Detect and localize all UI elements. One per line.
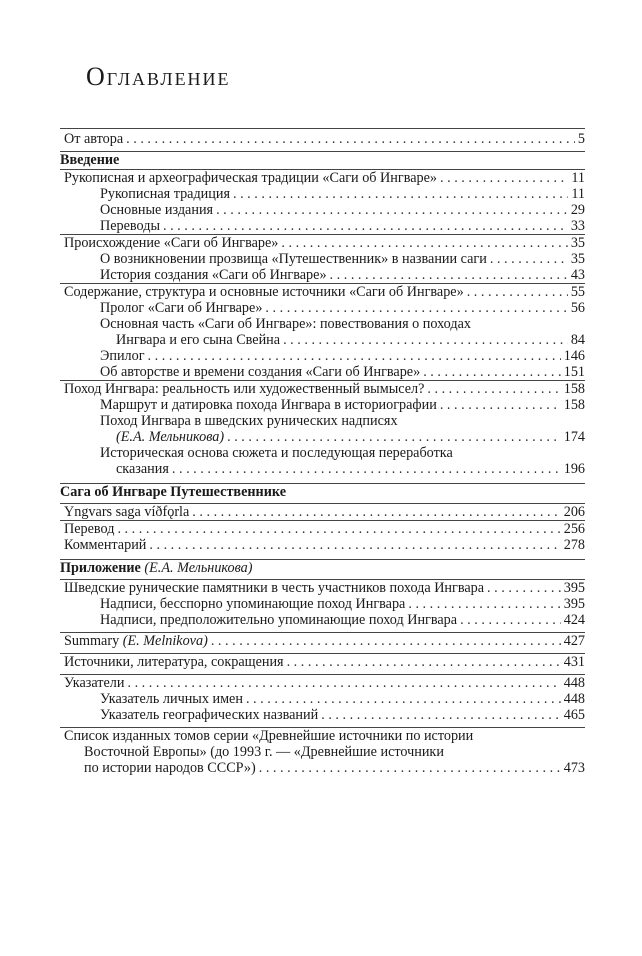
toc-entry[interactable]: Содержание, структура и основные источники «Саги об Ингваре» . . . 55	[60, 284, 585, 300]
page-title: Оглавление	[86, 62, 231, 91]
table-of-contents	[60, 128, 585, 776]
toc-entry[interactable]: Указатель географических названий . . . 465	[60, 707, 585, 723]
toc-entry[interactable]: Пролог «Саги об Ингваре» . . . 56	[60, 300, 585, 316]
toc-entry[interactable]: Поход Ингвара: реальность или художественный вымысел? . . . 158	[60, 381, 585, 397]
toc-entry[interactable]: Шведские рунические памятники в честь участников похода Ингвара . . . 395	[60, 580, 585, 596]
toc-entry[interactable]: Основная часть «Саги об Ингваре»: повествования о походах Ингвара и его сына Свейна . . . 84	[60, 316, 585, 348]
toc-entry-index[interactable]: Указатели . . . 448	[60, 675, 585, 691]
toc-entry[interactable]: История создания «Саги об Ингваре» . . . 43	[60, 267, 585, 283]
toc-entry[interactable]: О возникновении прозвища «Путешественник» в названии саги . . . 35	[60, 251, 585, 267]
toc-entry[interactable]: Поход Ингвара в шведских рунических надписях (Е.А. Мельникова) . . . 174	[60, 413, 585, 445]
page-number: 5	[577, 131, 585, 147]
toc-entry[interactable]: Маршрут и датировка похода Ингвара в историографии . . . 158	[60, 397, 585, 413]
toc-entry[interactable]: Надписи, бесспорно упоминающие поход Ингвара . . . 395	[60, 596, 585, 612]
toc-entry[interactable]: Происхождение «Саги об Ингваре» . . . 35	[60, 235, 585, 251]
section-heading-appendix: Приложение (Е.А. Мельникова)	[60, 559, 585, 577]
toc-entry-summary[interactable]: Summary (E. Melnikova) . . . 427	[60, 633, 585, 649]
toc-entry[interactable]: Рукописная и археографическая традиции «Саги об Ингваре» . . . 11	[60, 170, 585, 186]
toc-entry[interactable]: Рукописная традиция . . . 11	[60, 186, 585, 202]
section-heading-saga: Сага об Ингваре Путешественнике	[60, 483, 585, 501]
toc-entry-author[interactable]: От автора . . . 5	[60, 128, 585, 147]
toc-entry[interactable]: Указатель личных имен . . . 448	[60, 691, 585, 707]
section-heading-intro: Введение	[60, 151, 585, 169]
toc-entry-sources[interactable]: Источники, литература, сокращения . . . 431	[60, 654, 585, 670]
toc-entry[interactable]: Об авторстве и времени создания «Саги об Ингваре» . . . 151	[60, 364, 585, 380]
toc-entry[interactable]: Перевод . . . 256	[60, 521, 585, 537]
toc-entry[interactable]: Основные издания . . . 29	[60, 202, 585, 218]
toc-entry[interactable]: Комментарий . . . 278	[60, 537, 585, 553]
toc-entry[interactable]: Историческая основа сюжета и последующая переработка сказания . . . 196	[60, 445, 585, 477]
toc-entry[interactable]: Эпилог . . . 146	[60, 348, 585, 364]
toc-entry[interactable]: Yngvars saga víðfǫrla . . . 206	[60, 504, 585, 520]
toc-entry-series[interactable]: Список изданных томов серии «Древнейшие источники по истории Восточной Европы» (до 1993 г. — «Древнейшие источники по истории народов СССР») . . . 473	[60, 728, 585, 776]
toc-entry[interactable]: Переводы . . . 33	[60, 218, 585, 234]
toc-entry[interactable]: Надписи, предположительно упоминающие поход Ингвара . . . 424	[60, 612, 585, 628]
